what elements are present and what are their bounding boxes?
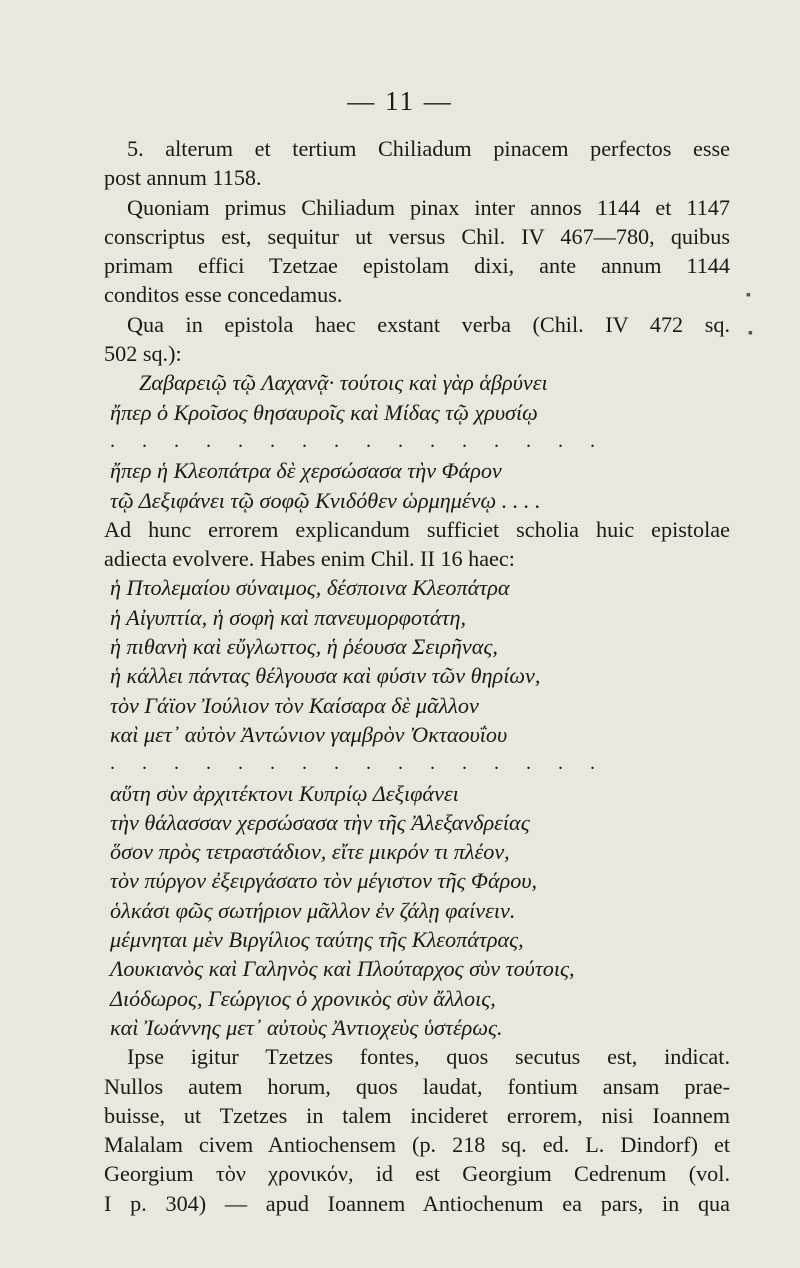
text-line: I p. 304) — apud Ioannem Antiochenum ea pars, in qua (104, 1190, 730, 1216)
greek-verse-line: ἡ κάλλει πάντας θέλγουσα καὶ φύσιν τῶν θηρίων, (110, 663, 541, 689)
greek-verse-line: ἡ πιθανὴ καὶ εὔγλωττος, ἡ ῥέουσα Σειρῆνας, (110, 634, 498, 660)
greek-verse-line: ὁλκάσι φῶς σωτήριον μᾶλλον ἐν ζάλῃ φαίνειν. (110, 897, 516, 923)
greek-verse-line: τῷ Δεξιφάνει τῷ σοφῷ Κνιδόθεν ὡρμημένῳ . . . . (110, 487, 541, 513)
greek-verse-line: τὴν θάλασσαν χερσώσασα τὴν τῆς Ἀλεξανδρείας (110, 809, 530, 835)
text-line: Qua in epistola haec exstant verba (Chil. IV 472 sq. (127, 311, 730, 337)
greek-verse-line: ὅσον πρὸς τετραστάδιον, εἴτε μικρόν τι πλέον, (110, 839, 510, 865)
greek-verse-line: Ζαβαρειῷ τῷ Λαχανᾷ· τούτοις καὶ γὰρ ἁβρύνει (139, 370, 548, 396)
greek-verse-line: καὶ Ἰωάννης μετ᾽ αὐτοὺς Ἀντιοχεὺς ὑστέρως. (110, 1014, 503, 1040)
text-line: conscriptus est, sequitur ut versus Chil. IV 467—780, quibus (104, 223, 730, 249)
greek-verse-line: ἤπερ ἡ Κλεοπάτρα δὲ χερσώσασα τὴν Φάρον (110, 458, 502, 484)
text-line: 502 sq.): (104, 341, 182, 367)
greek-verse-line: Διόδωρος, Γεώργιος ὁ χρονικὸς σὺν ἄλλοις, (110, 985, 496, 1011)
greek-verse-line: μέμνηται μὲν Βιργίλιος ταύτης τῆς Κλεοπάτρας, (110, 927, 524, 953)
greek-verse-line: ἡ Αἰγυπτία, ἡ σοφὴ καὶ πανευμορφοτάτη, (110, 604, 467, 630)
text-line: post annum 1158. (104, 165, 262, 191)
text-line: 5. alterum et tertium Chiliadum pinacem perfectos esse (127, 136, 730, 161)
greek-verse-line: αὕτη σὺν ἀρχιτέκτονι Κυπρίῳ Δεξιφάνει (110, 780, 459, 806)
body-text (104, 134, 730, 1218)
greek-verse-line: ἤπερ ὁ Κροῖσος θησαυροῖς καὶ Μίδας τῷ χρυσίῳ (110, 399, 538, 425)
margin-speck: ▪ (748, 326, 753, 341)
text-line: conditos esse concedamus. (104, 282, 343, 308)
text-line: primam effici Tzetzae epistolam dixi, ante annum 1144 (104, 253, 730, 279)
text-line: buisse, ut Tzetzes in talem incideret errorem, nisi Ioannem (104, 1102, 730, 1128)
text-line: Nullos autem horum, quos laudat, fontium ansam prae- (104, 1073, 730, 1099)
greek-verse-line: Λουκιανὸς καὶ Γαληνὸς καὶ Πλούταρχος σὺν τούτοις, (110, 956, 575, 982)
text-line: adiecta evolvere. Habes enim Chil. II 16 haec: (104, 546, 515, 572)
text-line: Ad hunc errorem explicandum sufficiet scholia huic epistolae (104, 516, 730, 542)
margin-speck: ▪ (746, 288, 751, 303)
ellipsis-line: . . . . . . . . . . . . . . . . (110, 429, 606, 452)
ellipsis-line: . . . . . . . . . . . . . . . . (110, 752, 606, 775)
text-line: Georgium τὸν χρονικόν, id est Georgium Cedrenum (vol. (104, 1161, 730, 1187)
greek-verse-line: ἡ Πτολεμαίου σύναιμος, δέσποινα Κλεοπάτρα (110, 575, 510, 601)
text-line: Quoniam primus Chiliadum pinax inter annos 1144 et 1147 (127, 194, 730, 220)
page-number: — 11 — (347, 86, 453, 116)
greek-verse-line: τὸν πύργον ἐξειργάσατο τὸν μέγιστον τῆς Φάρου, (110, 868, 538, 894)
text-line: Malalam civem Antiochensem (p. 218 sq. ed. L. Dindorf) et (104, 1132, 730, 1158)
greek-verse-line: καὶ μετ᾽ αὐτὸν Ἀντώνιον γαμβρὸν Ὀκταουΐου (110, 721, 508, 747)
greek-verse-line: τὸν Γάϊον Ἰούλιον τὸν Καίσαρα δὲ μᾶλλον (110, 692, 479, 718)
text-line: Ipse igitur Tzetzes fontes, quos secutus est, indicat. (127, 1044, 730, 1070)
